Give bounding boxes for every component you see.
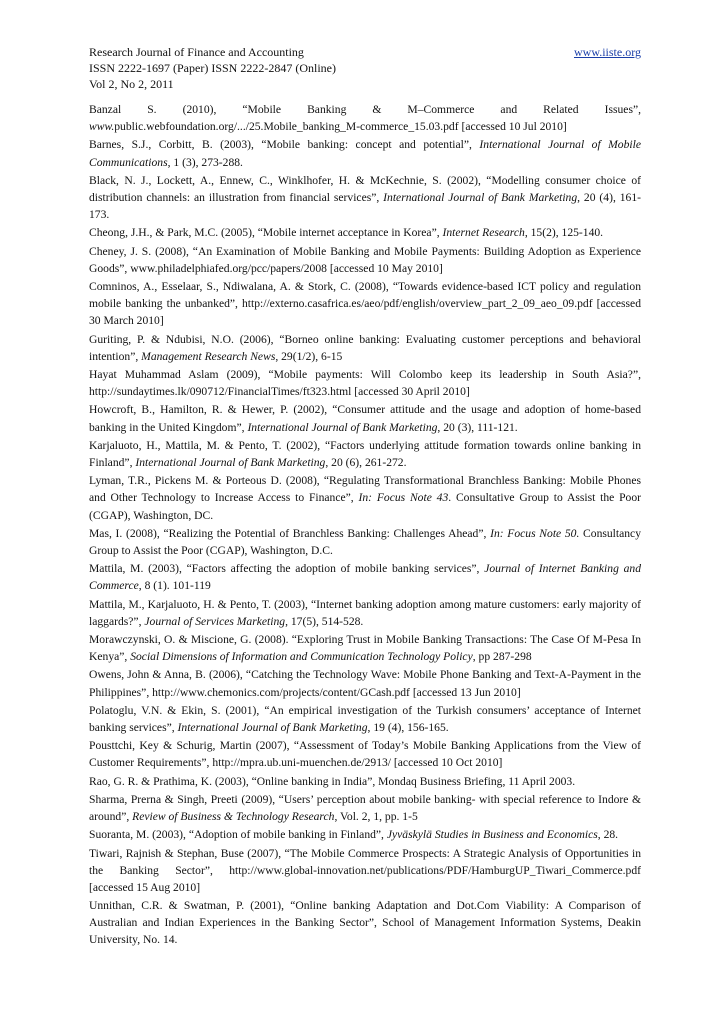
reference-item: Polatoglu, V.N. & Ekin, S. (2001), “An empirical investigation of the Turkish consumers’ acceptance of Internet banking services”, International Journal of Bank Marketing, 19 (4), 156-165. [89, 703, 641, 734]
reference-item: Hayat Muhammad Aslam (2009), “Mobile payments: Will Colombo keep its leadership in South Asia?”, http://sundaytimes.lk/090712/FinancialTimes/ft323.html [accessed 30 April 2010] [89, 368, 641, 399]
reference-item: Howcroft, B., Hamilton, R. & Hewer, P. (2002), “Consumer attitude and the usage and adoption of home-based banking in the United Kingdom”, International Journal of Bank Marketing, 20 (3), 111-121. [89, 403, 641, 434]
reference-item: Unnithan, C.R. & Swatman, P. (2001), “Online banking Adaptation and Dot.Com Viability: A Comparison of Australian and Indian Experiences in the Banking Sector”, School of Management Information Systems, Deakin University, No. 14. [89, 899, 641, 947]
reference-item: Mattila, M. (2003), “Factors affecting the adoption of mobile banking services”, Journal of Internet Banking and Commerce, 8 (1). 101-119 [89, 562, 642, 593]
reference-item: Rao, G. R. & Prathima, K. (2003), “Online banking in India”, Mondaq Business Briefing, 11 April 2003. [89, 774, 576, 788]
reference-item: Suoranta, M. (2003), “Adoption of mobile banking in Finland”, Jyväskylä Studies in Business and Economics, 28. [89, 828, 619, 842]
reference-item: Banzal S. (2010), “Mobile Banking & M–Commerce and Related Issues”, www.public.webfoundation.org/.../25.Mobile_banking_M-commerce_15.03.pdf [accessed 10 Jul 2010] [89, 103, 641, 134]
issn-line: ISSN 2222-1697 (Paper) ISSN 2222-2847 (Online) [89, 61, 336, 75]
reference-item: Cheney, J. S. (2008), “An Examination of Mobile Banking and Mobile Payments: Building Adoption as Experience Goods”, www.philadelphiafed.org/pcc/papers/2008 [accessed 10 May 2010] [89, 244, 641, 275]
reference-item: Guriting, P. & Ndubisi, N.O. (2006), “Borneo online banking: Evaluating customer perceptions and behavioral intention”, Management Research News, 29(1/2), 6-15 [89, 332, 641, 363]
journal-title: Research Journal of Finance and Accounting [89, 45, 304, 59]
reference-item: Pousttchi, Key & Schurig, Martin (2007), “Assessment of Today’s Mobile Banking Applications from the View of Customer Requirements”, http://mpra.ub.uni-muenchen.de/2913/ [accessed 10 Oct 2010] [89, 739, 641, 770]
website-link[interactable]: www.iiste.org [574, 45, 641, 59]
reference-item: Sharma, Prerna & Singh, Preeti (2009), “Users’ perception about mobile banking- with special reference to Indore & around”, Review of Business & Technology Research, Vol. 2, 1, pp. 1-5 [89, 792, 641, 824]
reference-item: Tiwari, Rajnish & Stephan, Buse (2007), “The Mobile Commerce Prospects: A Strategic Analysis of Opportunities in the Banking Sector”, http://www.global-innovation.net/publications/PDF/HamburgUP_Tiwari_Commerce.pdf [accessed 15 Aug 2010] [89, 846, 641, 894]
reference-item: Comninos, A., Esselaar, S., Ndiwalana, A. & Stork, C. (2008), “Towards evidence-based ICT policy and regulation mobile banking the unbanked”, http://externo.casafrica.es/aeo/pdf/english/overview_part_2_09_aeo_09.pdf [accessed 30 March 2010] [89, 280, 641, 328]
reference-item: Karjaluoto, H., Mattila, M. & Pento, T. (2002), “Factors underlying attitude formation towards online banking in Finland”, International Journal of Bank Marketing, 20 (6), 261-272. [89, 438, 641, 469]
reference-item: Cheong, J.H., & Park, M.C. (2005), “Mobile internet acceptance in Korea”, Internet Research, 15(2), 125-140. [89, 226, 604, 240]
page-header [89, 44, 641, 92]
reference-item: Mattila, M., Karjaluoto, H. & Pento, T. (2003), “Internet banking adoption among mature customers: early majority of laggards?”, Journal of Services Marketing, 17(5), 514-528. [89, 597, 641, 628]
reference-item: Owens, John & Anna, B. (2006), “Catching the Technology Wave: Mobile Phone Banking and Text-A-Payment in the Philippines”, http://www.chemonics.com/projects/content/GCash.pdf [accessed 13 Jun 2010] [89, 668, 641, 699]
reference-item: Lyman, T.R., Pickens M. & Porteous D. (2008), “Regulating Transformational Branchless Banking: Mobile Phones and Other Technology to Increase Access to Finance”, In: Focus Note 43. Consultative Group to Assist the Poor (CGAP), Washington, DC. [89, 474, 641, 522]
reference-item: Morawczynski, O. & Miscione, G. (2008). “Exploring Trust in Mobile Banking Transactions: The Case Of M-Pesa In Kenya”, Social Dimensions of Information and Communication Technology Policy, pp 287-298 [89, 633, 641, 664]
reference-item: Barnes, S.J., Corbitt, B. (2003), “Mobile banking: concept and potential”, International Journal of Mobile Communications, 1 (3), 273-288. [89, 138, 641, 169]
reference-item: Mas, I. (2008), “Realizing the Potential of Branchless Banking: Challenges Ahead”, In: Focus Note 50. Consultancy Group to Assist the Poor (CGAP), Washington, D.C. [89, 526, 642, 557]
volume-line: Vol 2, No 2, 2011 [89, 77, 174, 91]
reference-list [89, 101, 641, 950]
reference-item: Black, N. J., Lockett, A., Ennew, C., Winklhofer, H. & McKechnie, S. (2002), “Modelling consumer choice of distribution channels: an illustration from financial services”, International Journal of Bank Marketing, 20 (4), 161-173. [89, 173, 641, 222]
